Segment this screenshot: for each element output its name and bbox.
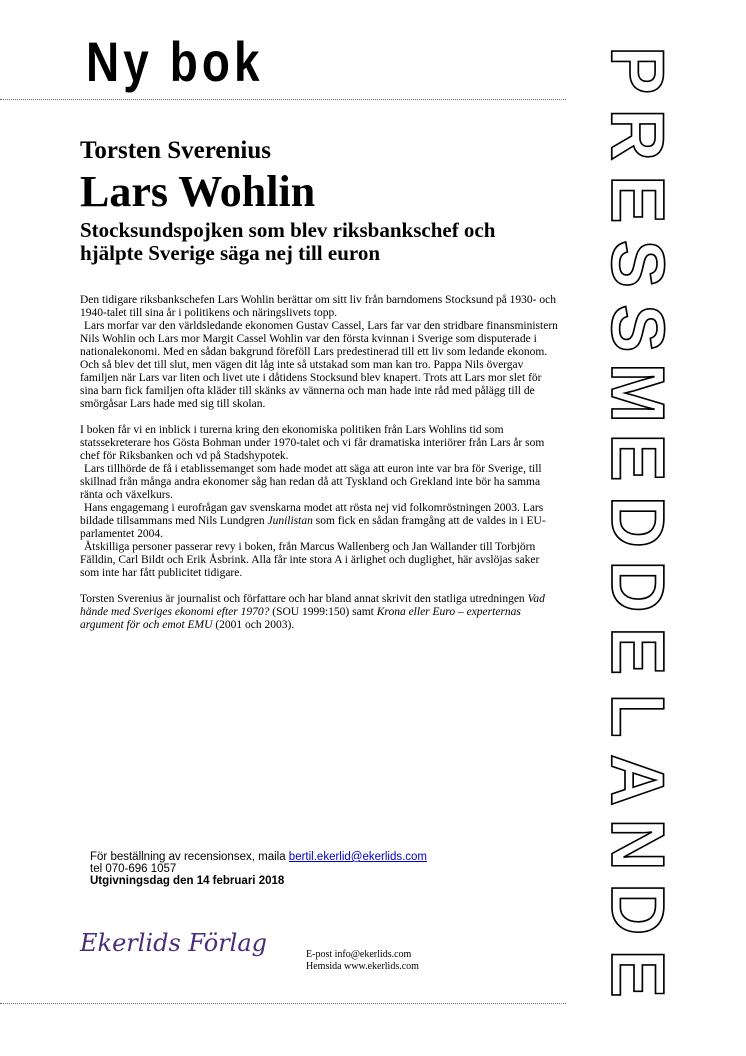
press-release-body [80, 294, 560, 632]
italic-title: Krona eller Euro – experternas argument för och emot EMU [80, 606, 521, 631]
paragraph-text: Torsten Sverenius är journalist och författare och har bland annat skrivit den statliga utredningen [80, 593, 528, 605]
body-paragraph [80, 320, 560, 411]
bottom-divider [0, 1003, 566, 1004]
banner-letter: D [595, 560, 681, 613]
publisher-contact [306, 949, 419, 973]
banner-letter: P [595, 46, 681, 95]
banner-letter: N [595, 818, 681, 871]
order-line [90, 851, 427, 863]
contact-website: Hemsida www.ekerlids.com [306, 961, 419, 972]
banner-letter: R [595, 108, 681, 161]
paragraph-text: Hans engagemang i eurofrågan gav svenskarna modet att rösta nej vid folkomröstningen 2003. Lars bildade tillsammans med Nils Lundgren [80, 502, 544, 527]
paragraph-text: Den tidigare riksbankschefen Lars Wohlin berättar om sitt liv från barndomens Stocksund på 1930- och 1940-talet till sina år i politikens och näringslivets topp. [80, 294, 556, 319]
top-divider [0, 99, 566, 100]
paragraph-text: Åtskilliga personer passerar revy i boken, från Marcus Wallenberg och Jan Wallander till Torbjörn Fälldin, Carl Bildt och Erik Åsbrink. Alla får inte stora A i ärlighet och duglighet, här avslöjas saker som inte har fått publicitet tidigare. [80, 541, 540, 579]
body-paragraph [80, 502, 560, 541]
paragraph-text: (2001 och 2003). [212, 619, 295, 631]
banner-letter: M [595, 362, 681, 423]
banner-letter: L [595, 693, 681, 738]
body-paragraph [80, 541, 560, 580]
banner-letter: D [595, 883, 681, 936]
paragraph-text: Lars tillhörde de få i etablissemanget som hade modet att säga att euron inte var bra för Sverige, till skillnad från många andra ekonomer såg han redan då att Tyskland och Grekland inte bör ha samma ränta och växelkurs. [80, 463, 542, 501]
paragraph-text: I boken får vi en inblick i turerna kring den ekonomiska politiken från Lars Wohlins tid som statssekreterare hos Gösta Bohman under 1970-talet och vi får dramatiska interiörer från Lars år som chef för Riksbanken och vd på Stadshypotek. [80, 424, 545, 462]
press-release-banner [588, 38, 688, 1006]
publisher-logo: Ekerlids Förlag [80, 929, 268, 957]
book-title: Lars Wohlin [80, 167, 316, 216]
banner-letter: E [595, 175, 681, 224]
paragraph-text: Lars morfar var den världsledande ekonomen Gustav Cassel, Lars far var den stridbare finansministern Nils Wohlin och Lars mor Margit Cassel Wohlin var den första kvinnan i Sverige som disputerade i nationalekonomi. Med en sådan bakgrund föreföll Lars predestinerad till ett liv som ledande ekonom. Och så blev det till slut, men vägen dit låg inte så utstakad som man kan tro. Pappa Nils övergav familjen när Lars var liten och livet ute i dåtidens Stocksund blev knapert. Trots att Lars mor slet för sina barn fick familjen ofta kläder till skänks av vännerna och man hade inte råd med pålägg till de smörgåsar Lars hade med sig till skolan. [80, 320, 558, 410]
release-date: Utgivningsdag den 14 februari 2018 [90, 875, 285, 887]
press-release-banner-graphic [588, 38, 688, 1006]
body-paragraph [80, 463, 560, 502]
paragraph-text: (SOU 1999:150) samt [269, 606, 377, 618]
order-phone: tel 070-696 1057 [90, 863, 177, 875]
banner-letter: E [595, 627, 681, 676]
contact-email: E-post info@ekerlids.com [306, 949, 412, 960]
body-paragraph [80, 424, 560, 463]
order-email-link[interactable]: bertil.ekerlid@ekerlids.com [288, 851, 428, 863]
banner-letter: D [595, 496, 681, 548]
banner-letter: S [595, 304, 681, 353]
paragraph-gap [80, 411, 560, 424]
paragraph-text: som fick en sådan framgång att de valdes in i EU-parlamentet 2004. [80, 515, 546, 540]
order-info [90, 851, 427, 887]
page-heading: Ny bok [86, 30, 264, 93]
body-paragraph [80, 593, 560, 632]
order-text: För beställning av recensionsex, maila [90, 851, 289, 863]
book-author: Torsten Sverenius [80, 137, 272, 164]
book-subtitle: Stocksundspojken som blev riksbankschef och hjälpte Sverige säga nej till euron [80, 218, 496, 265]
italic-title: Junilistan [267, 515, 313, 527]
paragraph-gap [80, 580, 560, 593]
body-paragraph [80, 294, 560, 320]
italic-title: Vad hände med Sveriges ekonomi efter 1970? [80, 593, 545, 618]
banner-letter: E [595, 949, 681, 998]
banner-letter: E [595, 433, 681, 482]
banner-letter: A [595, 754, 681, 807]
banner-letter: S [595, 239, 681, 288]
